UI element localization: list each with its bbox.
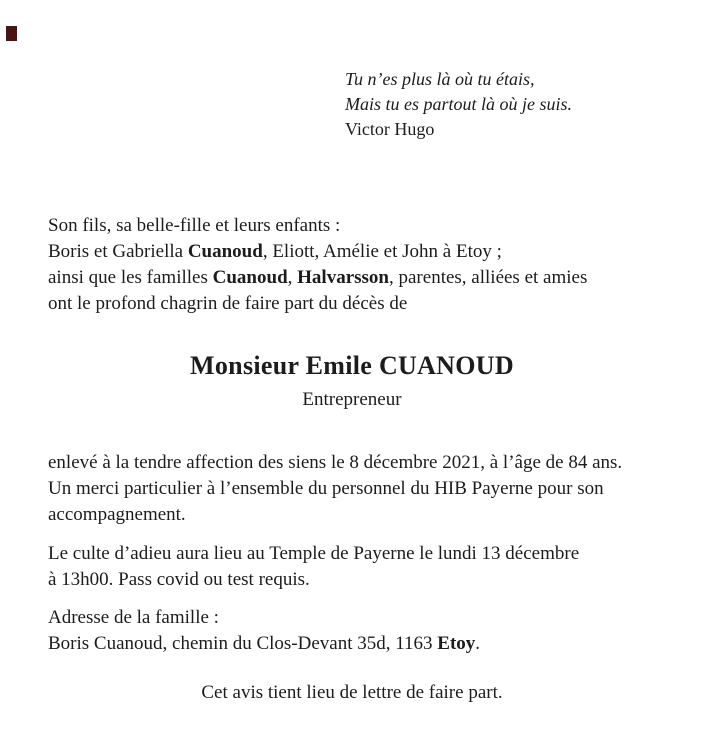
death-details-line-3: accompagnement.: [48, 504, 186, 525]
text-segment: ainsi que les familles: [48, 267, 213, 288]
ceremony-line-1: Le culte d’adieu aura lieu au Temple de Payerne le lundi 13 décembre: [48, 543, 580, 564]
announcement-line-2: [48, 239, 587, 265]
death-details-line-1: enlevé à la tendre affection des siens le 8 décembre 2021, à l’âge de 84 ans.: [48, 452, 623, 473]
page-corner-mark: [6, 26, 17, 41]
text-segment: , parentes, alliées et amies: [389, 267, 588, 288]
quote-line-2: Mais tu es partout là où je suis.: [345, 94, 573, 114]
epigraph-quote: [345, 67, 572, 142]
family-address: [48, 605, 480, 657]
footer-notice: Cet avis tient lieu de lettre de faire part.: [201, 682, 503, 703]
text-segment: , Eliott, Amélie et John à Etoy ;: [262, 241, 502, 262]
family-name-cuanoud: Cuanoud: [212, 267, 288, 288]
text-segment: ,: [287, 267, 298, 288]
announcement-line-3: [48, 265, 587, 291]
text-segment: Boris Cuanoud, chemin du Clos-Devant 35d, 1163: [48, 633, 438, 654]
address-town-bold: Etoy: [437, 633, 476, 654]
ceremony-details: [48, 541, 579, 593]
deceased-name: Monsieur Emile CUANOUD: [190, 351, 514, 380]
family-announcement: [48, 213, 587, 317]
family-name-halvarsson: Halvarsson: [297, 267, 389, 288]
death-details: [48, 450, 622, 528]
text-segment: .: [475, 633, 481, 654]
address-label: Adresse de la famille :: [48, 607, 219, 628]
death-details-line-2: Un merci particulier à l’ensemble du personnel du HIB Payerne pour son: [48, 478, 604, 499]
deceased-title-block: [0, 351, 704, 412]
address-line: [48, 631, 480, 657]
text-segment: Boris et Gabriella: [48, 241, 188, 262]
quote-attribution: Victor Hugo: [345, 119, 435, 139]
announcement-line-1: Son fils, sa belle-fille et leurs enfants :: [48, 215, 341, 236]
announcement-line-4: ont le profond chagrin de faire part du décès de: [48, 293, 408, 314]
family-name-cuanoud: Cuanoud: [187, 241, 263, 262]
deceased-occupation: Entrepreneur: [302, 389, 402, 410]
ceremony-line-2: à 13h00. Pass covid ou test requis.: [48, 569, 310, 590]
quote-line-1: Tu n’es plus là où tu étais,: [345, 69, 535, 89]
